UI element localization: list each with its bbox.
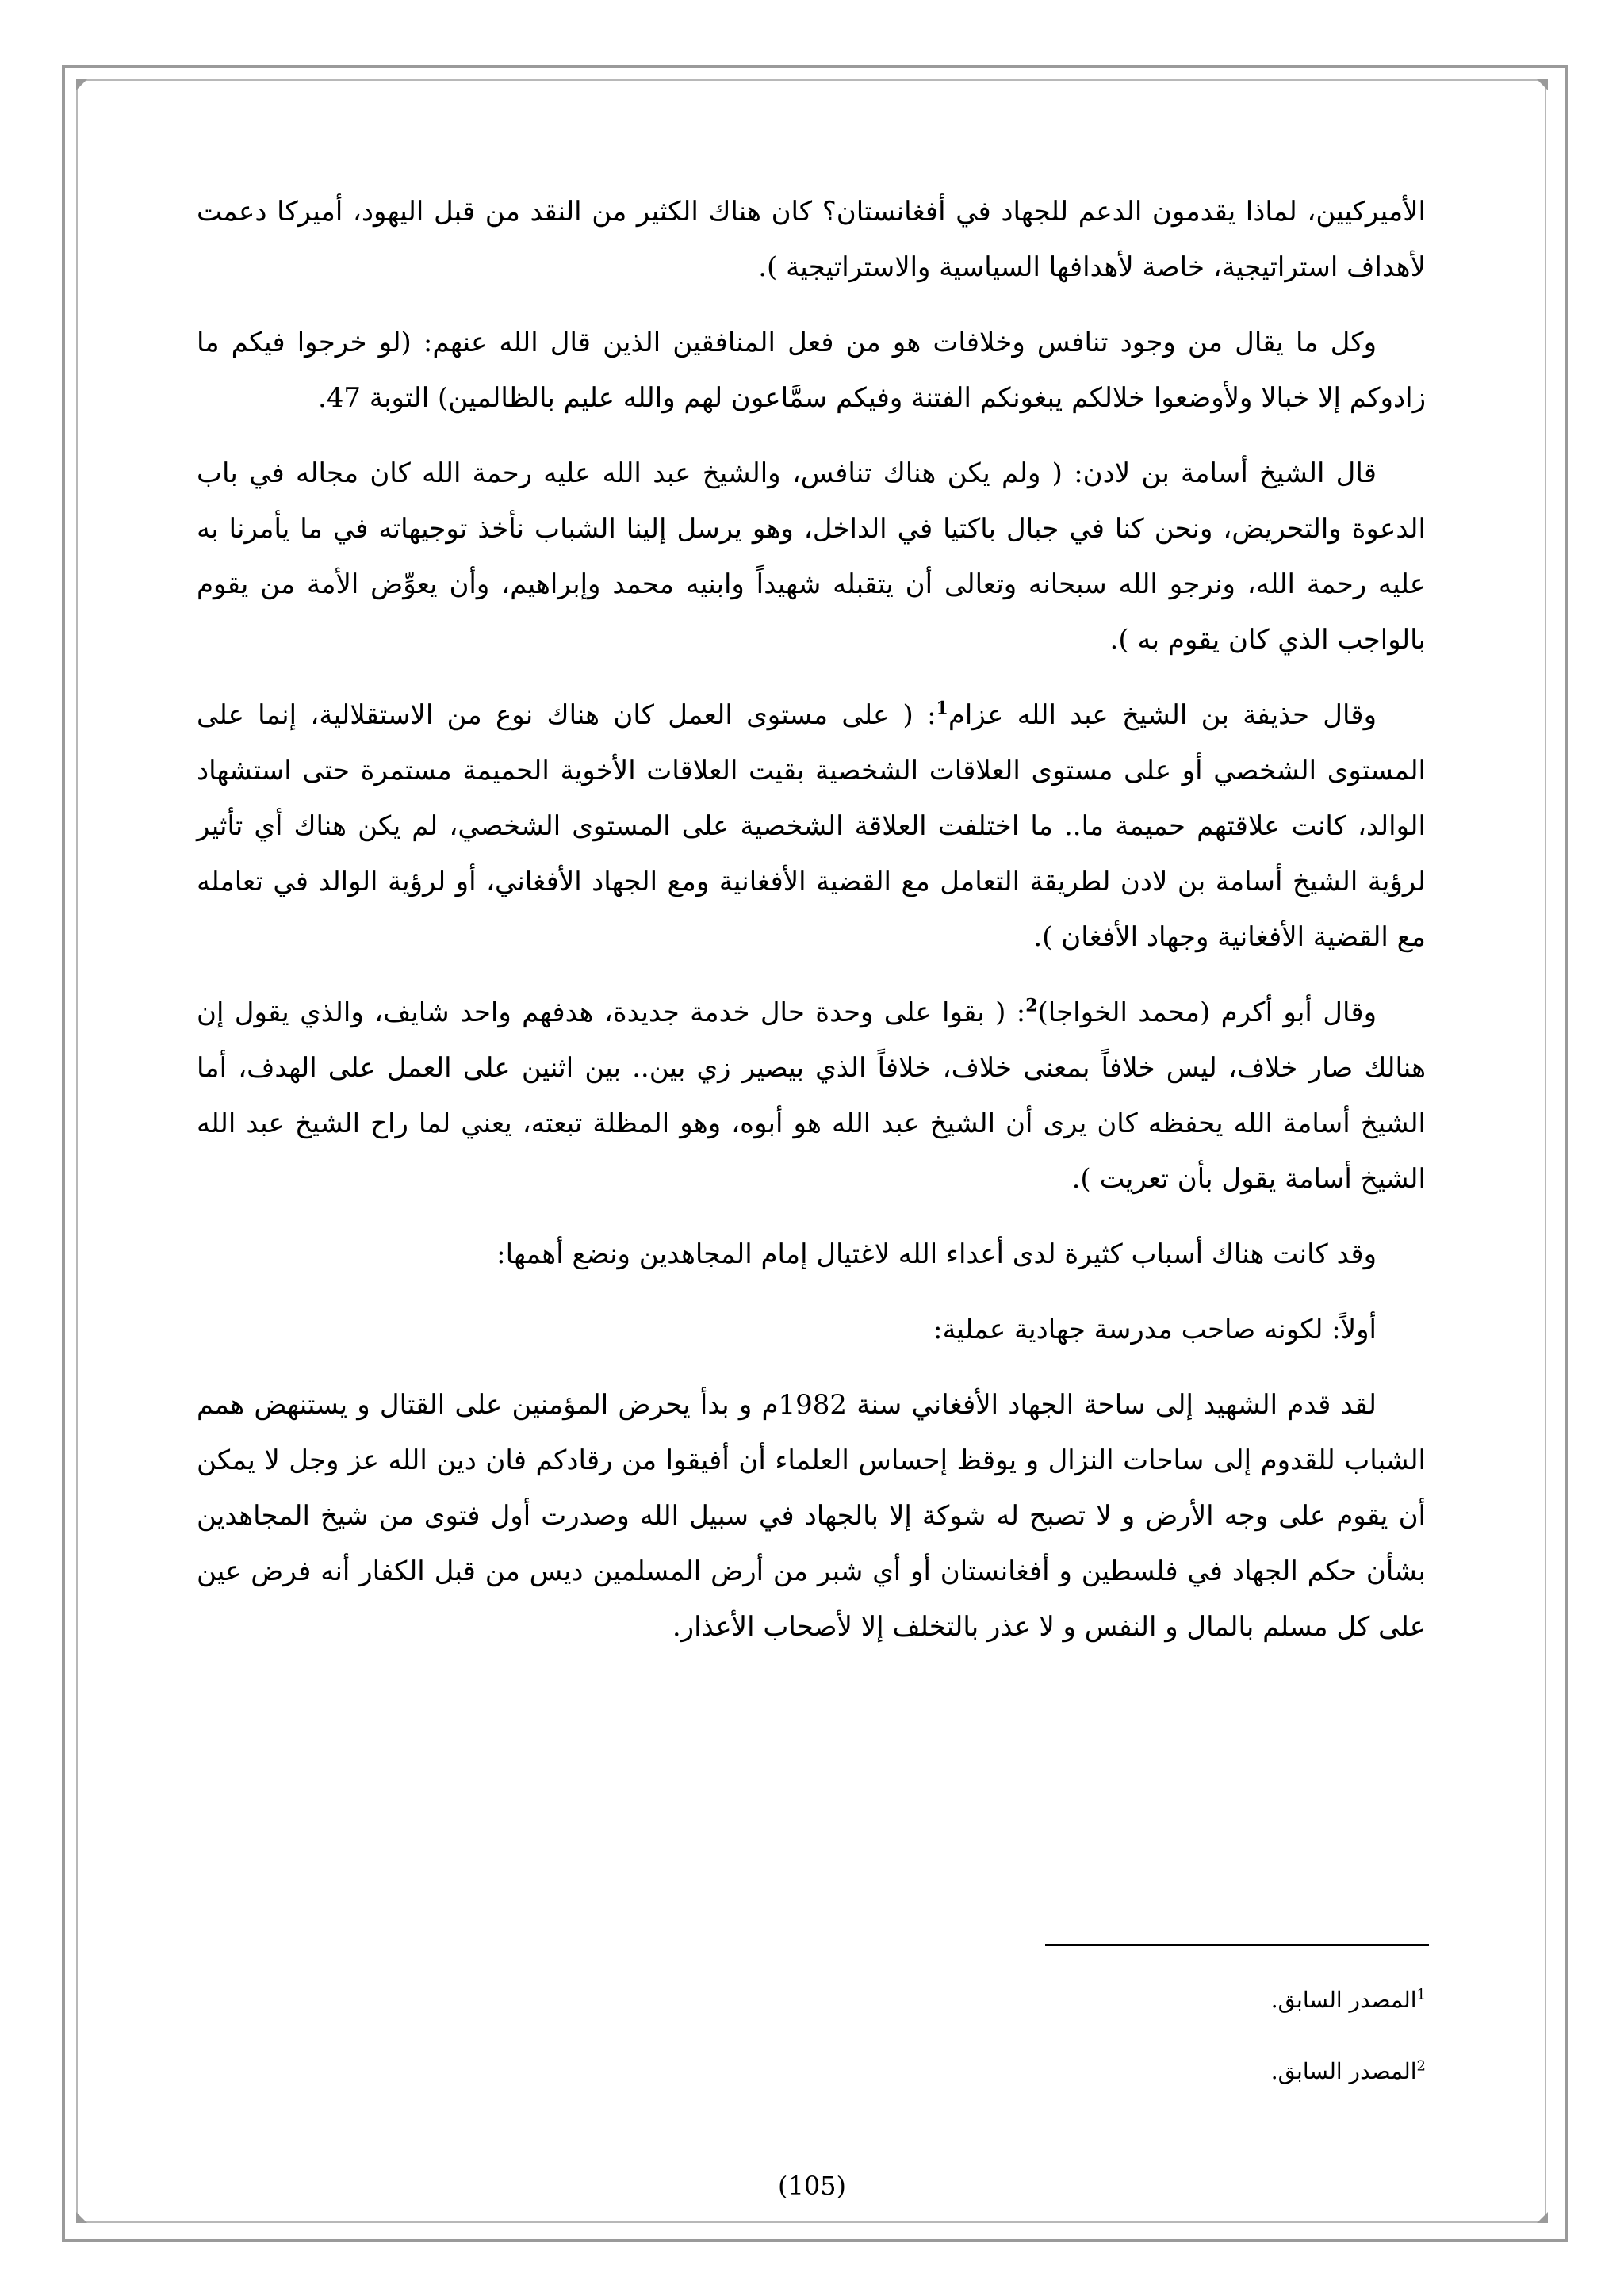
page-body xyxy=(197,184,1426,1674)
page-number: (105) xyxy=(777,2171,847,2201)
footnote-text: المصدر السابق. xyxy=(1270,1987,1417,2013)
footnote xyxy=(197,2036,1426,2107)
paragraph: قال الشيخ أسامة بن لادن: ( ولم يكن هناك تنافس، والشيخ عبد الله عليه رحمة الله كان مجاله في باب الدعوة والتحريض، ونحن كنا في جبال باكتيا في الداخل، وهو يرسل إلينا الشباب نأخذ توجيهاته في ما يأمرنا به عليه رحمة الله، ونرجو الله سبحانه وتعالى أن يتقبله شهيداً وابنيه محمد وإبراهيم، وأن يعوِّض الأمة من يقوم بالواجب الذي كان يقوم به ). xyxy=(197,457,1426,656)
paragraph-text: : ( بقوا على وحدة حال خدمة جديدة، هدفهم واحد شايف، والذي يقول إن هنالك صار خلاف، ليس خلافاً بمعنى خلاف، خلافاً الذي بيصير زي بين.. بين اثنين على العمل على الهدف، أما الشيخ أسامة الله يحفظه كان يرى أن الشيخ عبد الله هو أبوه، وهو المظلة تبعته، يعني لما راح الشيخ عبد الله الشيخ أسامة يقول بأن تعريت ). xyxy=(197,997,1426,1195)
border-corner-ornament xyxy=(76,2212,87,2223)
paragraph xyxy=(197,985,1426,1207)
footnote-number: 1 xyxy=(1416,1986,1426,2003)
section-heading: أولاً: لكونه صاحب مدرسة جهادية عملية: xyxy=(933,1314,1377,1345)
footnote-marker[interactable]: 1 xyxy=(936,698,948,719)
footnote-separator xyxy=(1045,1944,1429,1946)
footnote xyxy=(197,1965,1426,2036)
paragraph xyxy=(197,687,1426,965)
border-corner-ornament xyxy=(76,79,87,90)
paragraph-text: : ( على مستوى العمل كان هناك نوع من الاستقلالية، إنما على المستوى الشخصي أو على مستوى العلاقات الشخصية بقيت العلاقات الأخوية الحميمة مستمرة حتى استشهاد الوالد، كانت علاقتهم حميمة ما.. ما اختلفت العلاقة الشخصية على المستوى الشخصي، لم يكن هناك أي تأثير لرؤية الشيخ أسامة بن لادن لطريقة التعامل مع القضية الأفغانية ومع الجهاد الأفغاني، أو لرؤية الوالد في تعامله مع القضية الأفغانية وجهاد الأفغان ). xyxy=(197,699,1426,953)
paragraph: الأميركيين، لماذا يقدمون الدعم للجهاد في أفغانستان؟ كان هناك الكثير من النقد من قبل اليهود، أميركا دعمت لأهداف استراتيجية، خاصة لأهدافها السياسية والاستراتيجية ). xyxy=(197,196,1426,283)
paragraph: لقد قدم الشهيد إلى ساحة الجهاد الأفغاني سنة 1982م و بدأ يحرض المؤمنين على القتال و يستنهض همم الشباب للقدوم إلى ساحات النزال و يوقظ إحساس العلماء أن أفيقوا من رقادكم فان دين الله عز وجل لا يمكن أن يقوم على وجه الأرض و لا تصبح له شوكة إلا بالجهاد في سبيل الله وصدرت أول فتوى من شيخ المجاهدين بشأن حكم الجهاد في فلسطين و أفغانستان أو أي شبر من أرض المسلمين ديس من قبل الكفار أنه فرض عين على كل مسلم بالمال و النفس و لا عذر بالتخلف إلا لأصحاب الأعذار. xyxy=(197,1389,1426,1643)
footnote-text: المصدر السابق. xyxy=(1270,2058,1417,2084)
border-corner-ornament xyxy=(1537,2212,1548,2223)
footnote-marker[interactable]: 2 xyxy=(1025,995,1038,1016)
footnote-number: 2 xyxy=(1416,2057,1426,2075)
border-corner-ornament xyxy=(1537,79,1548,90)
paragraph: وقد كانت هناك أسباب كثيرة لدى أعداء الله لاغتيال إمام المجاهدين ونضع أهمها: xyxy=(496,1238,1377,1270)
paragraph-lead: وقال حذيفة بن الشيخ عبد الله عزام xyxy=(948,699,1377,731)
paragraph: وكل ما يقال من وجود تنافس وخلافات هو من فعل المنافقين الذين قال الله عنهم: (لو خرجوا فيكم ما زادوكم إلا خبالا ولأوضعوا خلالكم يبغونكم الفتنة وفيكم سمَّاعون لهم والله عليم بالظالمين) التوبة 47. xyxy=(197,327,1426,414)
paragraph-lead: وقال أبو أكرم (محمد الخواجا) xyxy=(1037,997,1377,1028)
footnotes xyxy=(197,1965,1426,2107)
